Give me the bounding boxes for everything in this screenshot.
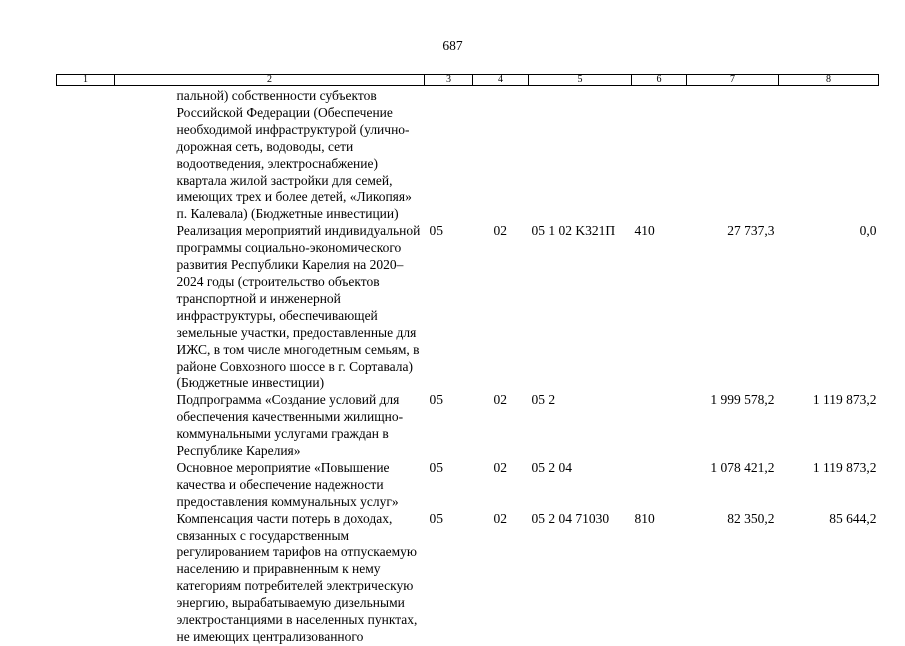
row-section: 05 <box>429 223 443 239</box>
row-amount-col8: 85 644,2 <box>829 510 877 526</box>
row-expense-type <box>632 86 687 224</box>
row-expense-type: 810 <box>634 510 655 526</box>
column-header-5: 5 <box>529 75 632 86</box>
row-subsection: 02 <box>493 392 507 408</box>
row-section <box>425 86 473 224</box>
row-target-article: 05 2 04 <box>531 459 572 475</box>
row-amount-col8 <box>779 86 879 224</box>
table-row <box>57 223 879 392</box>
row-amount-col7: 1 999 578,2 <box>710 392 775 408</box>
column-header-8: 8 <box>779 75 879 86</box>
row-target-article <box>529 86 632 224</box>
column-header-3: 3 <box>425 75 473 86</box>
row-expense-type <box>632 392 687 460</box>
row-expense-type: 410 <box>634 223 655 239</box>
row-section: 05 <box>429 459 443 475</box>
column-header-2: 2 <box>115 75 425 86</box>
row-section: 05 <box>429 510 443 526</box>
row-target-article: 05 2 <box>531 392 556 408</box>
row-col-1 <box>57 460 115 511</box>
budget-table <box>56 74 879 646</box>
row-amount-col8: 1 119 873,2 <box>812 392 877 408</box>
row-section: 05 <box>429 392 443 408</box>
row-item-name: пальной) собственности субъектов Российской Федерации (Обеспечение необходимой инфраструктурой (улично-дорожная сеть, водоводы, сети водоотведения, электроснабжение) квартала жилой застройки для семей, имеющих трех и более детей, «Ликопяя» п. Калевала) (Бюджетные инвестиции) <box>176 88 412 222</box>
row-amount-col7 <box>687 86 779 224</box>
table-row <box>57 392 879 460</box>
row-subsection: 02 <box>493 510 507 526</box>
row-item-name: Основное мероприятие «Повышение качества и обеспечение надежности предоставления коммунальных услуг» <box>176 459 399 509</box>
column-header-1: 1 <box>57 75 115 86</box>
column-header-7: 7 <box>687 75 779 86</box>
row-col-1 <box>57 392 115 460</box>
row-subsection <box>473 86 529 224</box>
row-amount-col7: 1 078 421,2 <box>710 459 775 475</box>
row-target-article: 05 1 02 K321П <box>531 223 616 239</box>
row-item-name: Компенсация части потерь в доходах, связанных с государственным регулированием тарифов на отпускаемую населению и приравненным к нему категориям потребителей электрическую энергию, вырабатываемую дизельными электростанциями в населенных пунктах, не имеющих централизованного <box>176 510 418 644</box>
table-row <box>57 86 879 224</box>
table-row <box>57 511 879 646</box>
row-item-name: Реализация мероприятий индивидуальной программы социально-экономического развития Республики Карелия на 2020–2024 годы (строительство объектов транспортной и инженерной инфраструктуры, обеспечивающей земельные участки, предоставленные для ИЖС, в том числе многодетным семьям, в районе Совхозного шоссе в г. Сортавала) (Бюджетные инвестиции) <box>176 223 421 391</box>
row-amount-col8: 0,0 <box>859 223 877 239</box>
row-col-1 <box>57 86 115 224</box>
table-row <box>57 460 879 511</box>
page-number: 687 <box>442 38 463 53</box>
column-number-header-row <box>57 75 879 86</box>
row-target-article: 05 2 04 71030 <box>531 510 610 526</box>
row-amount-col7: 82 350,2 <box>727 510 775 526</box>
row-amount-col8: 1 119 873,2 <box>812 459 877 475</box>
row-amount-col7: 27 737,3 <box>727 223 775 239</box>
row-item-name: Подпрограмма «Создание условий для обеспечения качественными жилищно-коммунальными услугами граждан в Республике Карелия» <box>176 392 404 459</box>
row-expense-type <box>632 460 687 511</box>
column-header-6: 6 <box>632 75 687 86</box>
row-col-1 <box>57 223 115 392</box>
row-col-1 <box>57 511 115 646</box>
row-subsection: 02 <box>493 223 507 239</box>
row-subsection: 02 <box>493 459 507 475</box>
column-header-4: 4 <box>473 75 529 86</box>
